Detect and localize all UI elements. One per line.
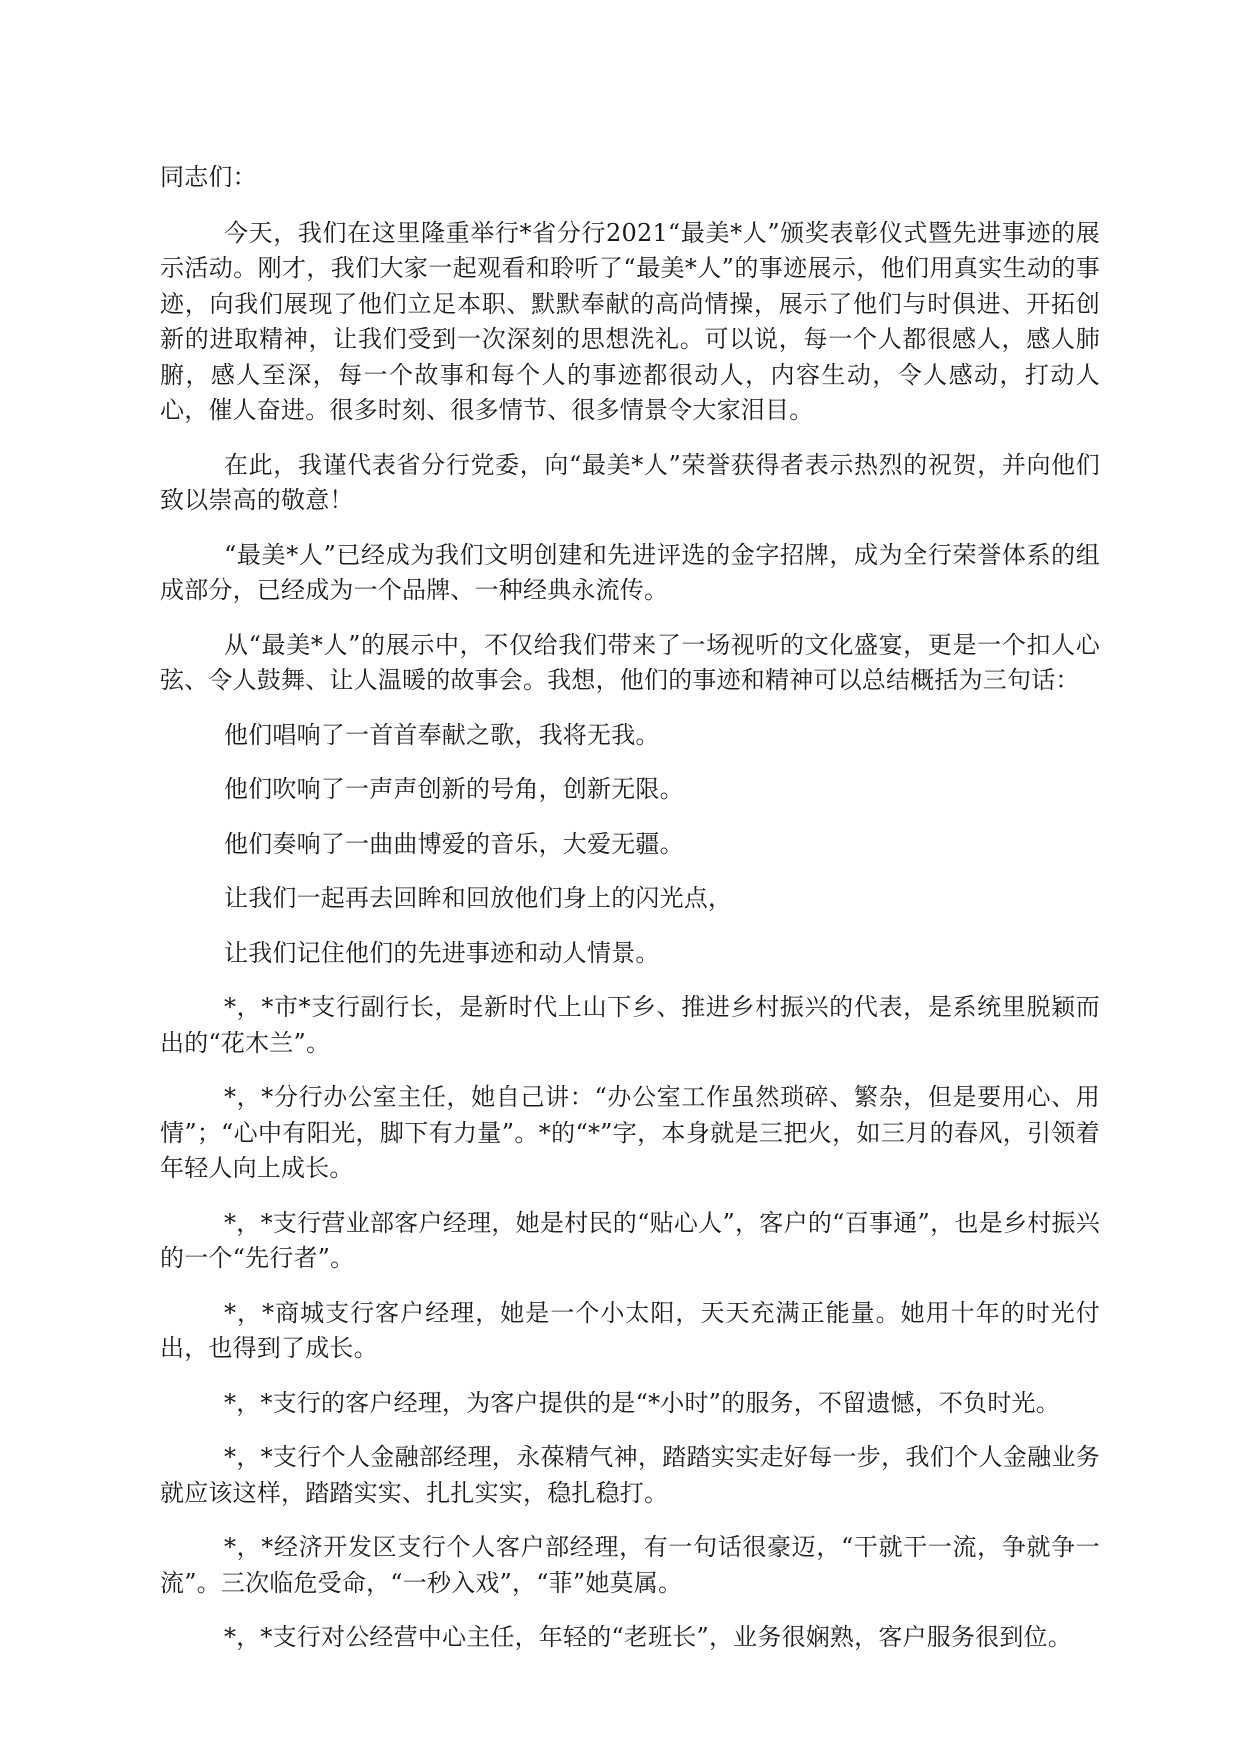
paragraph-honoree-4: *，*商城支行客户经理，她是一个小太阳，天天充满正能量。她用十年的时光付出，也得到了成长。 <box>160 1298 1100 1362</box>
paragraph-congratulations: 在此，我谨代表省分行党委，向“最美*人”荣誉获得者表示热烈的祝贺，并向他们致以崇高的敬意！ <box>160 450 1100 514</box>
paragraph-review-2: 让我们记住他们的先进事迹和动人情景。 <box>224 938 660 967</box>
salutation: 同志们： <box>160 163 257 191</box>
paragraph-honoree-3: *，*支行营业部客户经理，她是村民的“贴心人”，客户的“百事通”，也是乡村振兴的一个“先行者”。 <box>160 1208 1100 1272</box>
paragraph-honoree-7: *，*经济开发区支行个人客户部经理，有一句话很豪迈，“干就干一流，争就争一流”。三次临危受命，“一秒入戏”，“菲”她莫属。 <box>160 1533 1100 1597</box>
paragraph-honoree-1: *，*市*支行副行长，是新时代上山下乡、推进乡村振兴的代表，是系统里脱颖而出的“花木兰”。 <box>160 993 1100 1057</box>
paragraph-review-1: 让我们一起再去回眸和回放他们身上的闪光点， <box>224 884 733 912</box>
document-page <box>160 160 1100 1656</box>
paragraph-summary-intro: 从“最美*人”的展示中，不仅给我们带来了一场视听的文化盛宴，更是一个扣人心弦、令人鼓舞、让人温暖的故事会。我想，他们的事迹和精神可以总结概括为三句话： <box>160 630 1100 694</box>
paragraph-honoree-2: *，*分行办公室主任，她自己讲：“办公室工作虽然琐碎、繁杂，但是要用心、用情”；“心中有阳光，脚下有力量”。*的“*”字，本身就是三把火，如三月的春风，引领着年轻人向上成长。 <box>160 1083 1100 1182</box>
paragraph-sentence-1: 他们唱响了一首首奉献之歌，我将无我。 <box>224 720 660 749</box>
paragraph-honoree-5: *，*支行的客户经理，为客户提供的是“*小时”的服务，不留遗憾，不负时光。 <box>224 1388 1060 1417</box>
paragraph-opening: 今天，我们在这里隆重举行*省分行2021“最美*人”颁奖表彰仪式暨先进事迹的展示活动。刚才，我们大家一起观看和聆听了“最美*人”的事迹展示，他们用真实生动的事迹，向我们展现了他们立足本职、默默奉献的高尚情操，展示了他们与时俱进、开拓创新的进取精神，让我们受到一次深刻的思想洗礼。可以说，每一个人都很感人，感人肺腑，感人至深，每一个故事和每个人的事迹都很动人，内容生动，令人感动，打动人心，催人奋进。很多时刻、很多情节、很多情景令大家泪目。 <box>160 218 1100 424</box>
paragraph-sentence-3: 他们奏响了一曲曲博爱的音乐，大爱无疆。 <box>224 829 684 858</box>
paragraph-brand: “最美*人”已经成为我们文明创建和先进评选的金字招牌，成为全行荣誉体系的组成部分，已经成为一个品牌、一种经典永流传。 <box>160 540 1100 604</box>
paragraph-honoree-8: *，*支行对公经营中心主任，年轻的“老班长”，业务很娴熟，客户服务很到位。 <box>224 1623 1072 1651</box>
paragraph-sentence-2: 他们吹响了一声声创新的号角，创新无限。 <box>224 775 684 803</box>
paragraph-honoree-6: *，*支行个人金融部经理，永葆精气神，踏踏实实走好每一步，我们个人金融业务就应该这样，踏踏实实、扎扎实实，稳扎稳打。 <box>160 1443 1100 1507</box>
